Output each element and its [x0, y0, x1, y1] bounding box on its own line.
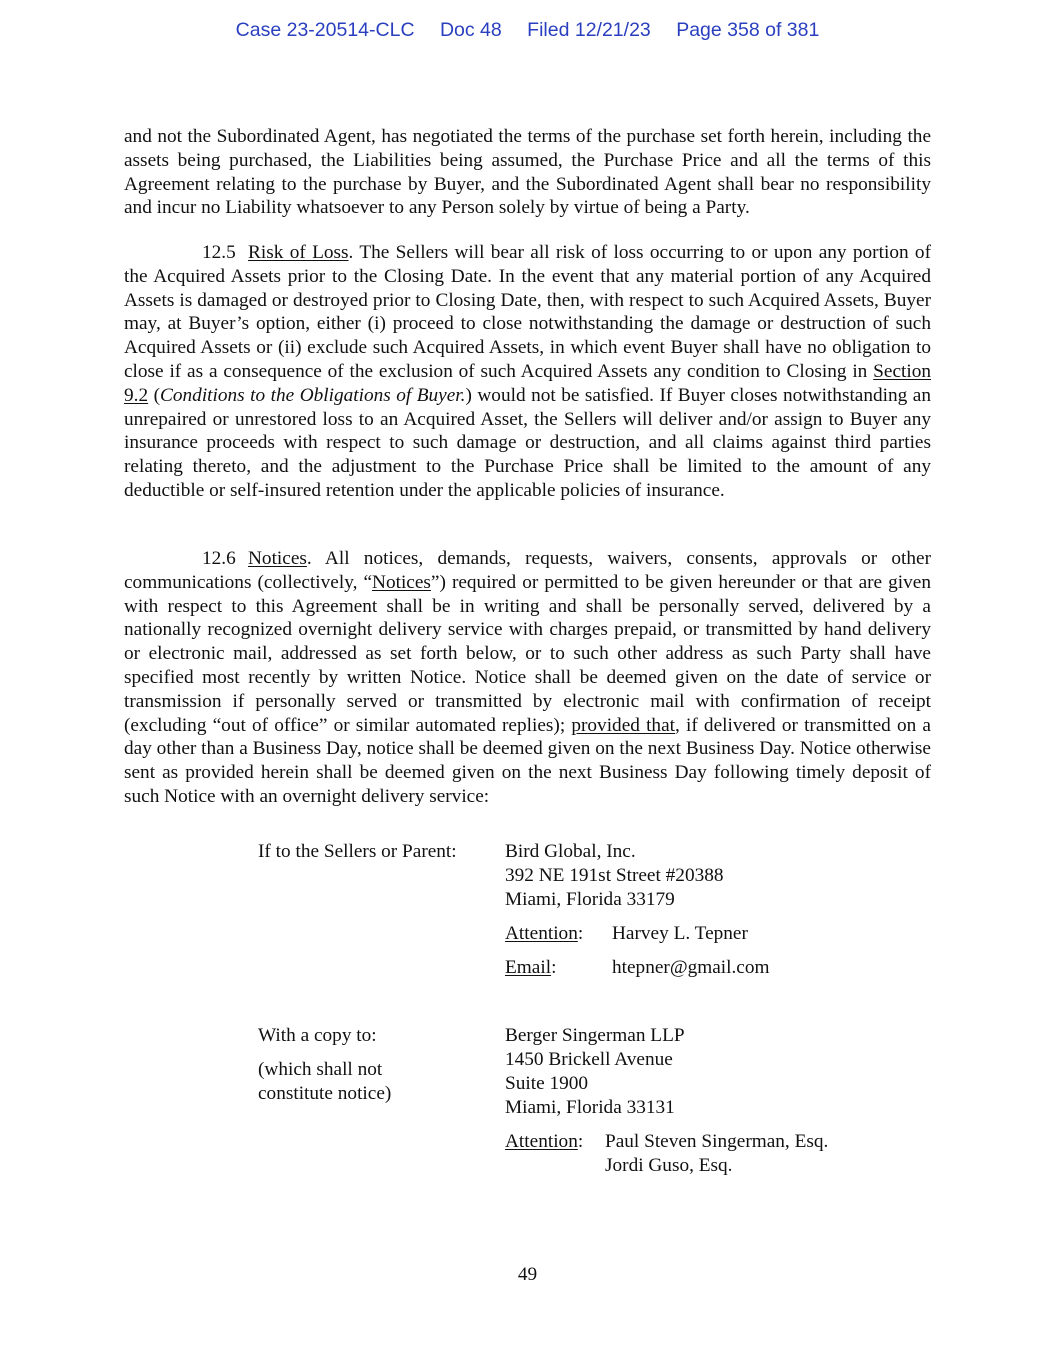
colon: : [577, 1131, 584, 1152]
attention-label: Attention [505, 1131, 578, 1152]
filed-date: Filed 12/21/23 [527, 19, 651, 41]
copy-attention-label [505, 1130, 583, 1154]
section-text: ( [148, 384, 161, 406]
section-title: Risk of Loss [248, 242, 349, 263]
colon: : [577, 923, 584, 944]
copy-note-line-1: (which shall not [258, 1059, 383, 1080]
section-number: 12.5 [202, 242, 236, 263]
sellers-attention-label [505, 922, 583, 946]
copy-name: Berger Singerman LLP [505, 1025, 685, 1046]
copy-street: 1450 Brickell Avenue [505, 1049, 673, 1070]
copy-attention-value-1: Paul Steven Singerman, Esq. [605, 1131, 829, 1152]
proviso: provided that [571, 714, 675, 736]
reference-title: Conditions to the Obligations of Buyer. [160, 384, 466, 406]
doc-number: Doc 48 [439, 19, 502, 41]
page-number: 49 [517, 1264, 538, 1285]
sellers-street: 392 NE 191st Street #20388 [505, 865, 724, 886]
copy-suite: Suite 1900 [505, 1073, 589, 1094]
section-text: . All notices, demands, requests, waivers, consents, approvals or other communications (collectively, “ [124, 548, 931, 593]
page-of-total: Page 358 of 381 [676, 19, 820, 41]
sellers-email-value: htepner@gmail.com [612, 957, 770, 978]
defined-term: Notices [372, 571, 431, 593]
paragraph-continuation: and not the Subordinated Agent, has negotiated the terms of the purchase set forth herein, including the assets being purchased, the Liabilities being assumed, the Purchase Price and all the terms of this Agreement relating to the purchase by Buyer, and the Subordinated Agent shall bear no responsibility and incur no Liability whatsoever to any Person solely by virtue of being a Party. [124, 126, 931, 219]
section-reference: Section 9.2 [124, 360, 931, 406]
copy-note-line-2: constitute notice) [258, 1083, 392, 1104]
case-number: Case 23-20514-CLC [235, 19, 415, 41]
sellers-city: Miami, Florida 33179 [505, 889, 675, 910]
section-text: , if delivered or transmitted on a day other than a Business Day, notice shall be deemed given on the next Business Day. Notice otherwise sent as provided herein shall be deemed given on the next Business Day following timely deposit of such Notice with an overnight delivery service: [124, 714, 931, 807]
section-12-6 [124, 547, 931, 809]
colon: : [551, 957, 557, 978]
section-text: ) would not be satisfied. If Buyer closes notwithstanding an unrepaired or unrestored loss to an Acquired Asset, the Sellers will deliver and/or assign to Buyer any insurance proceeds with respect to such damage or destruction, and all claims against third parties relating thereto, and the adjustment to the Purchase Price shall be limited to the amount of any deductible or self-insured retention under the applicable policies of insurance. [124, 384, 931, 501]
section-text: ”) required or permitted to be given hereunder or that are given with respect to this Agreement shall be in writing and shall be personally served, delivered by a nationally recognized overnight delivery service with charges prepaid, or transmitted by hand delivery or electronic mail, addressed as set forth below, or to such other address as such Party shall have specified most recently by written Notice. Notice shall be deemed given on the date of service or transmission if personally served or transmitted by electronic mail with confirmation of receipt (excluding “out of office” or similar automated replies); [124, 571, 931, 736]
section-title: Notices [248, 548, 307, 569]
section-12-5 [124, 241, 931, 503]
court-filing-header [0, 19, 1055, 42]
attention-label: Attention [505, 923, 578, 944]
section-text: . The Sellers will bear all risk of loss occurring to or upon any portion of the Acquired Assets prior to the Closing Date. In the event that any material portion of any Acquired Assets is damaged or destroyed prior to Closing Date, then, with respect to such Acquired Assets, Buyer may, at Buyer’s option, either (i) proceed to close notwithstanding the damage or destruction of such Acquired Assets or (ii) exclude such Acquired Assets, in which event Buyer shall have no obligation to close if as a consequence of the exclusion of such Acquired Assets any condition to Closing in [124, 242, 931, 382]
copy-city: Miami, Florida 33131 [505, 1097, 675, 1118]
email-label: Email [505, 957, 552, 978]
section-number: 12.6 [202, 548, 236, 569]
sellers-name: Bird Global, Inc. [505, 841, 636, 862]
copy-attention-value-2: Jordi Guso, Esq. [605, 1155, 733, 1176]
copy-label: With a copy to: [258, 1025, 377, 1046]
sellers-label: If to the Sellers or Parent: [258, 841, 457, 862]
sellers-attention-value: Harvey L. Tepner [612, 923, 748, 944]
sellers-email-label [505, 956, 556, 980]
